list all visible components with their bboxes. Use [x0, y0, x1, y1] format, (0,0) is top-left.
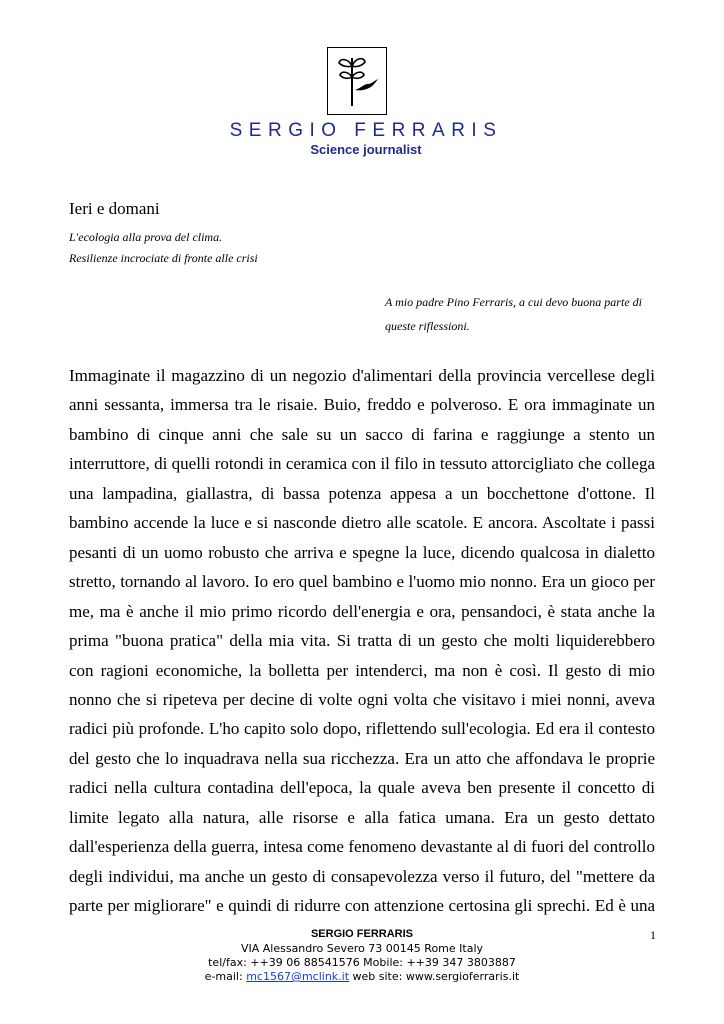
footer-contact	[0, 970, 724, 983]
brand-subtitle: Science journalist	[310, 142, 422, 157]
page-number: 1	[650, 928, 656, 942]
footer-phones: tel/fax: ++39 06 88541576 Mobile: ++39 347 3803887	[208, 956, 516, 969]
article-title: Ieri e domani	[69, 199, 160, 218]
brand-name: SERGIO FERRARIS	[229, 120, 503, 141]
email-link[interactable]: mc1567@mclink.it	[246, 970, 350, 983]
sprout-bird-logo-icon	[328, 48, 385, 113]
email-label: e-mail:	[204, 970, 243, 983]
dedication-line1: A mio padre Pino Ferraris, a cui devo buona parte di	[385, 295, 642, 309]
article-subtitle-line2: Resilienze incrociate di fronte alle crisi	[69, 251, 258, 265]
article-body: Immaginate il magazzino di un negozio d'alimentari della provincia vercellese degli anni sessanta, immersa tra le risaie. Buio, freddo e polveroso. E ora immaginate un bambino di cinque anni che sale su un sacco di farina e raggiunge a stento un interruttore, di quelli rotondi in ceramica con il filo in tessuto attorcigliato che collega una lampadina, giallastra, di bassa potenza appesa a un bocchettone d'ottone. Il bambino accende la luce e si nasconde dietro alle scatole. E ancora. Ascoltate i passi pesanti di un uomo robusto che arriva e spegne la luce, dicendo qualcosa in dialetto stretto, tornando al lavoro. Io ero quel bambino e l'uomo mio nonno. Era un gioco per me, ma è anche il mio primo ricordo dell'energia e ora, pensandoci, è stata anche la prima "buona pratica" della mia vita. Si tratta di un gesto che molti liquiderebbero con ragioni economiche, la bolletta per intenderci, ma non è così. Il gesto di mio nonno che si ripeteva per decine di volte ogni volta che visitavo i miei nonni, aveva radici più profonde. L'ho capito solo dopo, riflettendo sull'ecologia. Ed era il contesto del gesto che lo inquadrava nella sua ricchezza. Era un atto che affondava le proprie radici nella cultura contadina dell'epoca, la quale aveva ben presente il concetto di limite legato alla natura, alle risorse e alla fatica umana. Era un gesto dettato dall'esperienza della guerra, intesa come fenomeno devastante al di fuori del controllo degli individui, ma anche un gesto di consapevolezza verso il futuro, del "mettere da parte per migliorare" e quindi di ridurre con attenzione certosina gli sprechi. Ed è una	[69, 366, 655, 916]
footer-name: SERGIO FERRARIS	[310, 928, 414, 940]
article-subtitle-line1: L'ecologia alla prova del clima.	[69, 230, 223, 244]
dedication-line2: queste riflessioni.	[385, 319, 470, 333]
footer-address: VIA Alessandro Severo 73 00145 Rome Italy	[240, 942, 484, 955]
website-text: web site: www.sergioferraris.it	[352, 970, 520, 983]
logo	[327, 47, 387, 115]
dedication	[385, 290, 660, 338]
